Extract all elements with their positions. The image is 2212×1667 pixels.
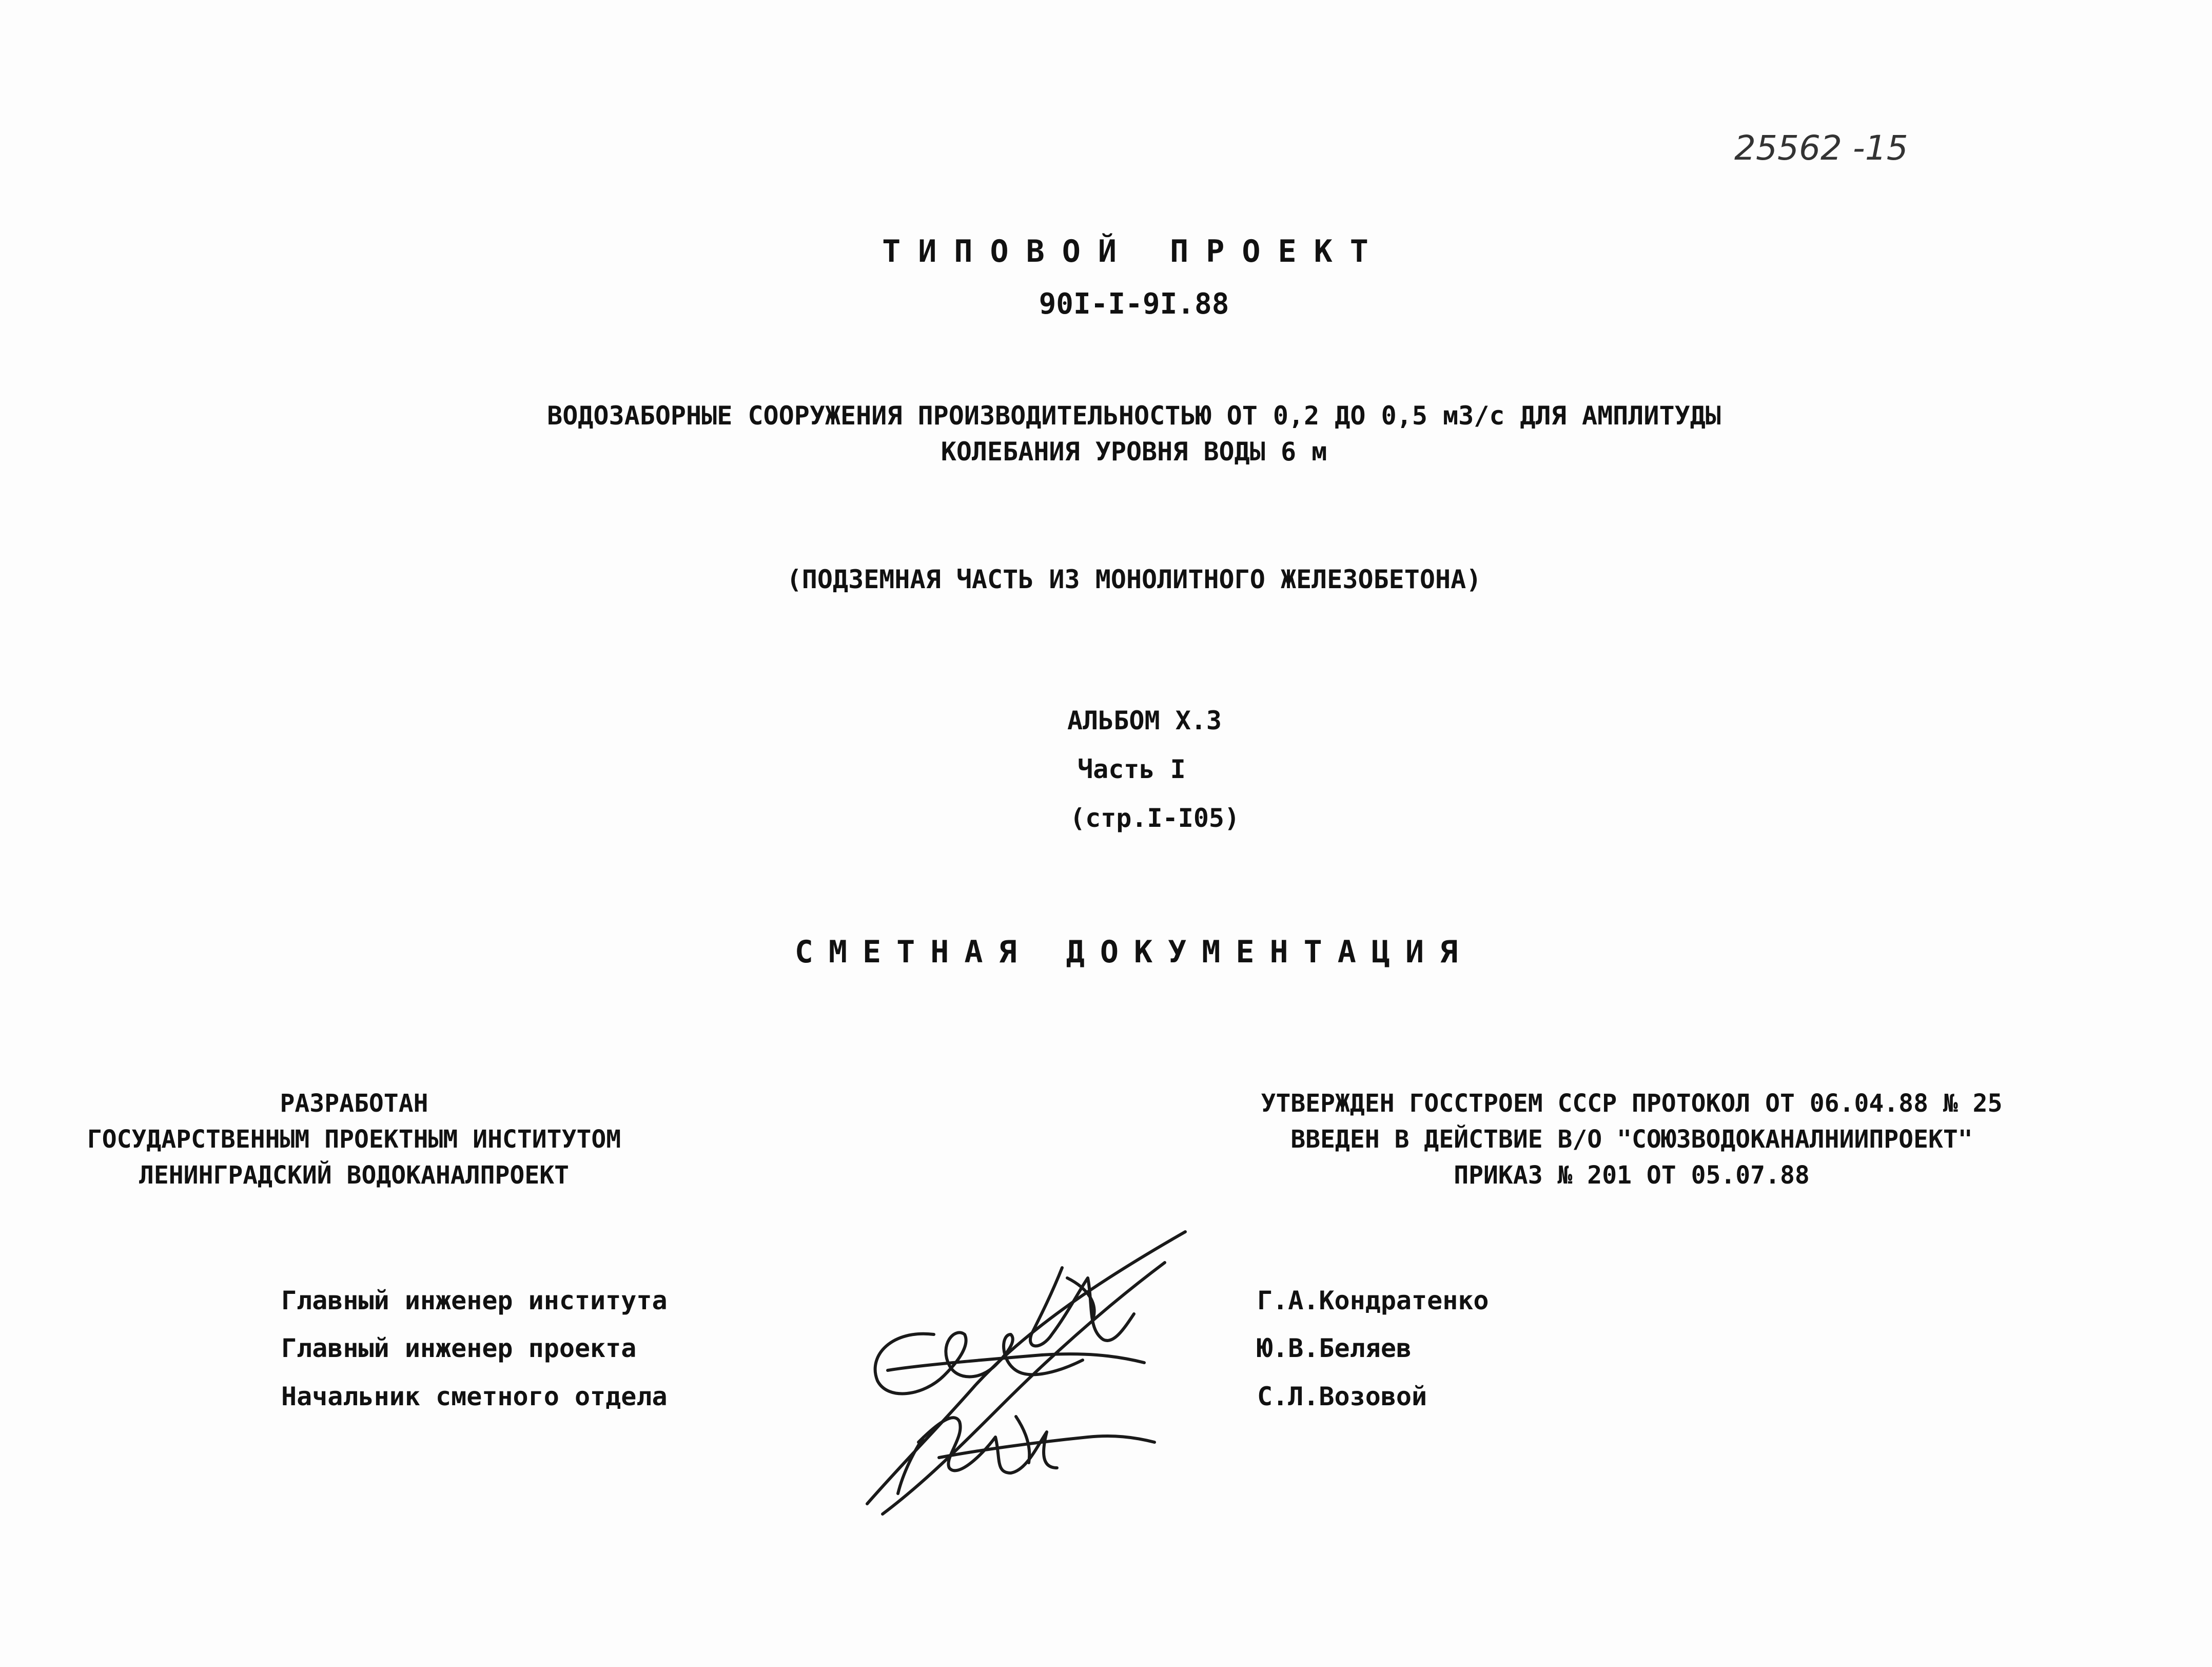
approval-block xyxy=(1261,1086,2003,1193)
album-label: АЛЬБОМ X.3 xyxy=(1067,706,1222,735)
part-label: Часть I xyxy=(1078,754,1186,784)
signatory-name-3: С.Л.Возовой xyxy=(1257,1382,1427,1411)
approval-line-1: УТВЕРЖДЕН ГОССТРОЕМ СССР ПРОТОКОЛ ОТ 06.04.88 № 25 xyxy=(1261,1089,2003,1118)
approval-line-2: ВВЕДЕН В ДЕЙСТВИЕ В/О "СОЮЗВОДОКАНАЛНИИПРОЕКТ" xyxy=(1290,1125,1973,1154)
signatory-role-1: Главный инженер института xyxy=(281,1286,668,1315)
signatory-name-2: Ю.В.Беляев xyxy=(1257,1333,1412,1363)
document-type-heading: ТИПОВОЙ ПРОЕКТ xyxy=(882,234,1386,269)
handwritten-signatures xyxy=(847,1216,1216,1524)
developer-line-2: ГОСУДАРСТВЕННЫМ ПРОЕКТНЫМ ИНСТИТУТОМ xyxy=(87,1125,621,1154)
developer-line-1: РАЗРАБОТАН xyxy=(280,1089,428,1118)
project-title-line-1: ВОДОЗАБОРНЫЕ СООРУЖЕНИЯ ПРОИЗВОДИТЕЛЬНОСТЬЮ ОТ 0,2 ДО 0,5 м3/с ДЛЯ АМПЛИТУДЫ xyxy=(547,401,1721,431)
pages-range: (стр.I-I05) xyxy=(1070,803,1240,833)
project-title xyxy=(547,398,1721,470)
project-title-line-2: КОЛЕБАНИЯ УРОВНЯ ВОДЫ 6 м xyxy=(941,437,1327,467)
project-number: 90I-I-9I.88 xyxy=(1039,287,1229,321)
signatory-role-2: Главный инженер проекта xyxy=(281,1333,637,1363)
section-title: СМЕТНАЯ ДОКУМЕНТАЦИЯ xyxy=(794,934,1474,970)
project-note: (ПОДЗЕМНАЯ ЧАСТЬ ИЗ МОНОЛИТНОГО ЖЕЛЕЗОБЕТОНА) xyxy=(786,565,1482,594)
signatory-name-1: Г.А.Кондратенко xyxy=(1257,1286,1489,1315)
developer-line-3: ЛЕНИНГРАДСКИЙ ВОДОКАНАЛПРОЕКТ xyxy=(139,1161,570,1190)
approval-line-3: ПРИКАЗ № 201 ОТ 05.07.88 xyxy=(1454,1161,1810,1190)
signatory-role-3: Начальник сметного отдела xyxy=(281,1382,668,1411)
developer-block xyxy=(87,1086,621,1193)
document-number: 25562 -15 xyxy=(1734,128,1908,168)
